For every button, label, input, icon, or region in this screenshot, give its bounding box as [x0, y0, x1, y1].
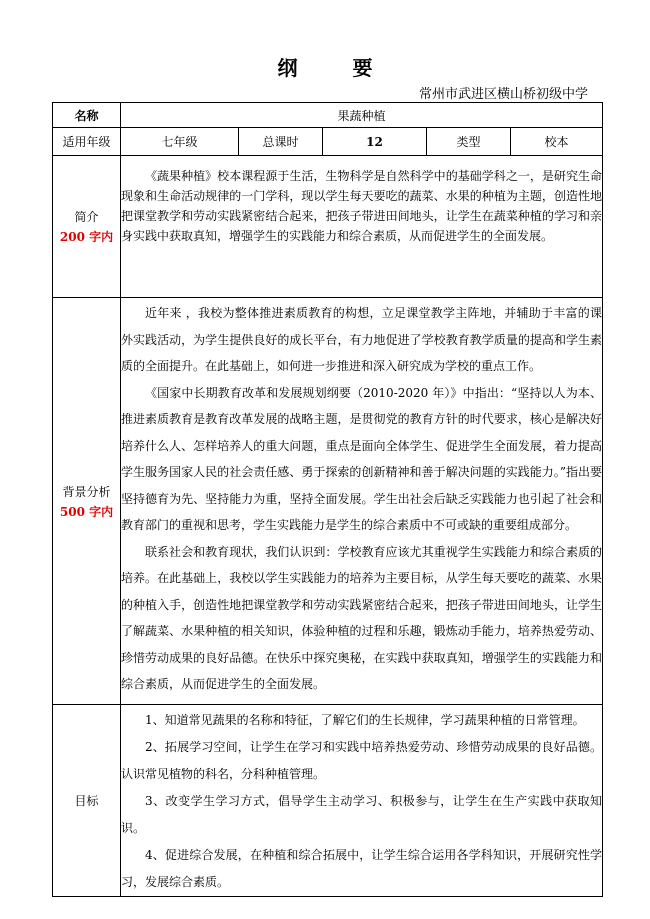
hours-value: 12: [323, 128, 427, 156]
page-title: 纲 要: [277, 56, 397, 80]
course-name: 果蔬种植: [121, 103, 603, 128]
intro-label: 简介: [74, 210, 99, 224]
goals-row: [53, 705, 603, 897]
background-text-cell: [121, 298, 603, 705]
goals-label: 目标: [53, 705, 121, 897]
background-row: [53, 298, 603, 705]
type-label: 类型: [427, 128, 511, 156]
goal-item: 4、促进综合发展，在种植和综合拓展中，让学生综合运用各学科知识，开展研究性学习，发展综合素质。: [121, 848, 603, 889]
intro-limit: 200 字内: [59, 230, 114, 244]
goal-item: 1、知道常见蔬果的名称和特征，了解它们的生长规律，学习蔬果种植的日常管理。: [145, 713, 585, 727]
background-label-cell: [53, 298, 121, 705]
background-paragraph: 近年来 ，我校为整体推进素质教育的构想，立足课堂教学主阵地，并辅助于丰富的课外实践活动，为学生提供良好的成长平台，有力地促进了学校教育教学质量的提高和学生素质的全面提升。在此基础上，如何进一步推进和深入研究成为学校的重点工作。: [121, 306, 603, 373]
goal-item: 3、改变学生学习方式，倡导学生主动学习、积极参与，让学生在生产实践中获取知识。: [121, 794, 603, 835]
grade-row: [53, 128, 603, 156]
intro-text: 《蔬果种植》校本课程源于生活，生物科学是自然科学中的基础学科之一，是研究生命现象和生命活动规律的一门学科，现以学生每天要吃的蔬菜、水果的种植为主题，创造性地把课堂教学和劳动实践紧密结合起来，把孩子带进田间地头，让学生在蔬菜种植的学习和亲身实践中获取真知，增强学生的实践能力和综合素质，从而促进学生的全面发展。: [121, 169, 603, 243]
background-paragraph: 《国家中长期教育改革和发展规划纲要（2010-2020 年）》中指出：“坚持以人为本、推进素质教育是教育改革发展的战略主题，是贯彻党的教育方针的时代要求，核心是解决好培养什么人、怎样培养人的重大问题，重点是面向全体学生、促进学生全面发展，着力提高学生服务国家人民的社会责任感、勇于探索的创新精神和善于解决问题的实践能力。”指出要坚持德育为先、坚持能力为重，坚持全面发展。学生出社会后缺乏实践能力也引起了社会和教育部门的重视和思考，学生实践能力是学生的综合素质中不可或缺的重要组成部分。: [121, 385, 603, 532]
intro-label-cell: [53, 156, 121, 298]
intro-text-cell: [121, 156, 603, 298]
goals-text-cell: [121, 705, 603, 897]
type-value: 校本: [511, 128, 603, 156]
grade-label: 适用年级: [53, 128, 121, 156]
name-row: [53, 103, 603, 128]
background-paragraph: 联系社会和教育现状，我们认识到：学校教育应该尤其重视学生实践能力和综合素质的培养。在此基础上，我校以学生实践能力的培养为主要目标，从学生每天要吃的蔬菜、水果的种植入手，创造性地把课堂教学和劳动实践紧密结合起来，把孩子带进田间地头，让学生了解蔬菜、水果种植的相关知识，体验种植的过程和乐趣，锻炼动手能力，培养热爱劳动、珍惜劳动成果的良好品德。在快乐中探究奥秘，在实践中获取真知，增强学生的实践能力和综合素质，从而促进学生的全面发展。: [121, 544, 603, 691]
goal-item: 2、拓展学习空间，让学生在学习和实践中培养热爱劳动、珍惜劳动成果的良好品德。认识常见植物的科名，分科种植管理。: [121, 740, 603, 781]
background-label: 背景分析: [62, 484, 111, 499]
hours-label: 总课时: [239, 128, 323, 156]
name-label: 名称: [53, 103, 121, 128]
outline-table: [52, 102, 603, 897]
background-limit: 500 字内: [59, 504, 114, 519]
grade-value: 七年级: [121, 128, 239, 156]
school-name: 常州市武进区横山桥初级中学: [418, 87, 588, 102]
intro-row: [53, 156, 603, 298]
